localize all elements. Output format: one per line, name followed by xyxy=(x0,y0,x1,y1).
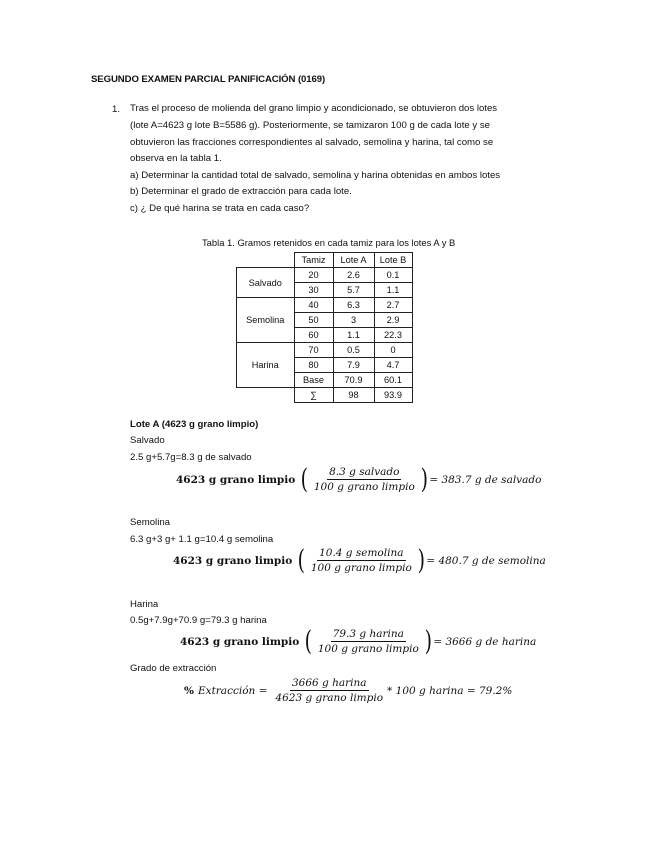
table-cell: 4.7 xyxy=(374,358,412,373)
table-total-row xyxy=(237,388,413,403)
sum-symbol: ∑ xyxy=(294,388,333,403)
table-cell: 60 xyxy=(294,328,333,343)
table-cell: 1.1 xyxy=(333,328,374,343)
salvado-equation: 4623 g grano limpio ( $\frac{\text{8.3 g salvado}}{\text{100 g grano limpio}}$ ) = 383.7 g de salvado xyxy=(176,464,542,495)
table-cell: 2.9 xyxy=(374,313,412,328)
table-cell: 0 xyxy=(374,343,412,358)
table-cell: 7.9 xyxy=(333,358,374,373)
salvado-label: Salvado xyxy=(130,435,165,446)
semolina-sum: 6.3 g+3 g+ 1.1 g=10.4 g semolina xyxy=(130,534,274,545)
header-cell: Tamiz xyxy=(294,253,333,268)
table-cell: 6.3 xyxy=(333,298,374,313)
table-caption: Tabla 1. Gramos retenidos en cada tamiz para los lotes A y B xyxy=(202,237,456,248)
table-cell: 2.6 xyxy=(333,268,374,283)
table-cell: 2.7 xyxy=(374,298,412,313)
harina-label: Harina xyxy=(130,599,159,610)
table-cell: 20 xyxy=(294,268,333,283)
semolina-equation: 4623 g grano limpio ( $\frac{\text{10.4 g semolina}}{\text{100 g grano limpio}}$ ) = 480.7 g de semolina xyxy=(173,545,546,576)
extraccion-equation: % Extracción = $\frac{\text{3666 g harina}}{\text{4623 g grano limpio}}$ * 100 g harina = 79.2% xyxy=(184,677,513,704)
harina-sum: 0.5g+7.9g+70.9 g=79.3 g harina xyxy=(130,615,267,626)
question-c: c) ¿ De qué harina se trata en cada caso? xyxy=(130,203,310,214)
semolina-label: Semolina xyxy=(130,517,170,528)
sieve-table xyxy=(236,252,413,403)
total-cell: 93.9 xyxy=(374,388,412,403)
extraccion-label: Grado de extracción xyxy=(130,663,217,674)
table-row xyxy=(237,268,413,283)
table-cell: 1.1 xyxy=(374,283,412,298)
table-cell: 5.7 xyxy=(333,283,374,298)
problem-line: Tras el proceso de molienda del grano limpio y acondicionado, se obtuvieron dos lotes xyxy=(130,103,498,114)
lote-a-heading: Lote A (4623 g grano limpio) xyxy=(130,419,259,430)
problem-line: (lote A=4623 g lote B=5586 g). Posteriormente, se tamizaron 100 g de cada lote y se xyxy=(130,120,490,131)
group-semolina: Semolina xyxy=(237,298,295,343)
table-cell: 60.1 xyxy=(374,373,412,388)
header-cell: Lote B xyxy=(374,253,412,268)
table-cell: 0.1 xyxy=(374,268,412,283)
table-cell: 3 xyxy=(333,313,374,328)
problem-line: observa en la tabla 1. xyxy=(130,153,222,164)
table-cell: 50 xyxy=(294,313,333,328)
group-harina: Harina xyxy=(237,343,295,388)
harina-equation: 4623 g grano limpio ( $\frac{\text{79.3 g harina}}{\text{100 g grano limpio}}$ ) = 3666 g de harina xyxy=(180,626,537,657)
header-cell: Lote A xyxy=(333,253,374,268)
total-cell: 98 xyxy=(333,388,374,403)
table-header-row xyxy=(237,253,413,268)
group-salvado: Salvado xyxy=(237,268,295,298)
table-cell: 40 xyxy=(294,298,333,313)
table-cell: 70 xyxy=(294,343,333,358)
question-b: b) Determinar el grado de extracción para cada lote. xyxy=(130,186,352,197)
table-cell: 70.9 xyxy=(333,373,374,388)
question-a: a) Determinar la cantidad total de salvado, semolina y harina obtenidas en ambos lotes xyxy=(130,170,501,181)
table-cell: 0.5 xyxy=(333,343,374,358)
exam-title: SEGUNDO EXAMEN PARCIAL PANIFICACIÓN (0169) xyxy=(91,74,326,85)
table-cell: 30 xyxy=(294,283,333,298)
table-cell: 22.3 xyxy=(374,328,412,343)
table-cell: 80 xyxy=(294,358,333,373)
problem-line: obtuvieron las fracciones correspondientes al salvado, semolina y harina, tal como se xyxy=(130,137,494,148)
problem-number: 1. xyxy=(112,104,121,115)
table-row xyxy=(237,298,413,313)
salvado-sum: 2.5 g+5.7g=8.3 g de salvado xyxy=(130,452,252,463)
table-cell: Base xyxy=(294,373,333,388)
table-row xyxy=(237,343,413,358)
